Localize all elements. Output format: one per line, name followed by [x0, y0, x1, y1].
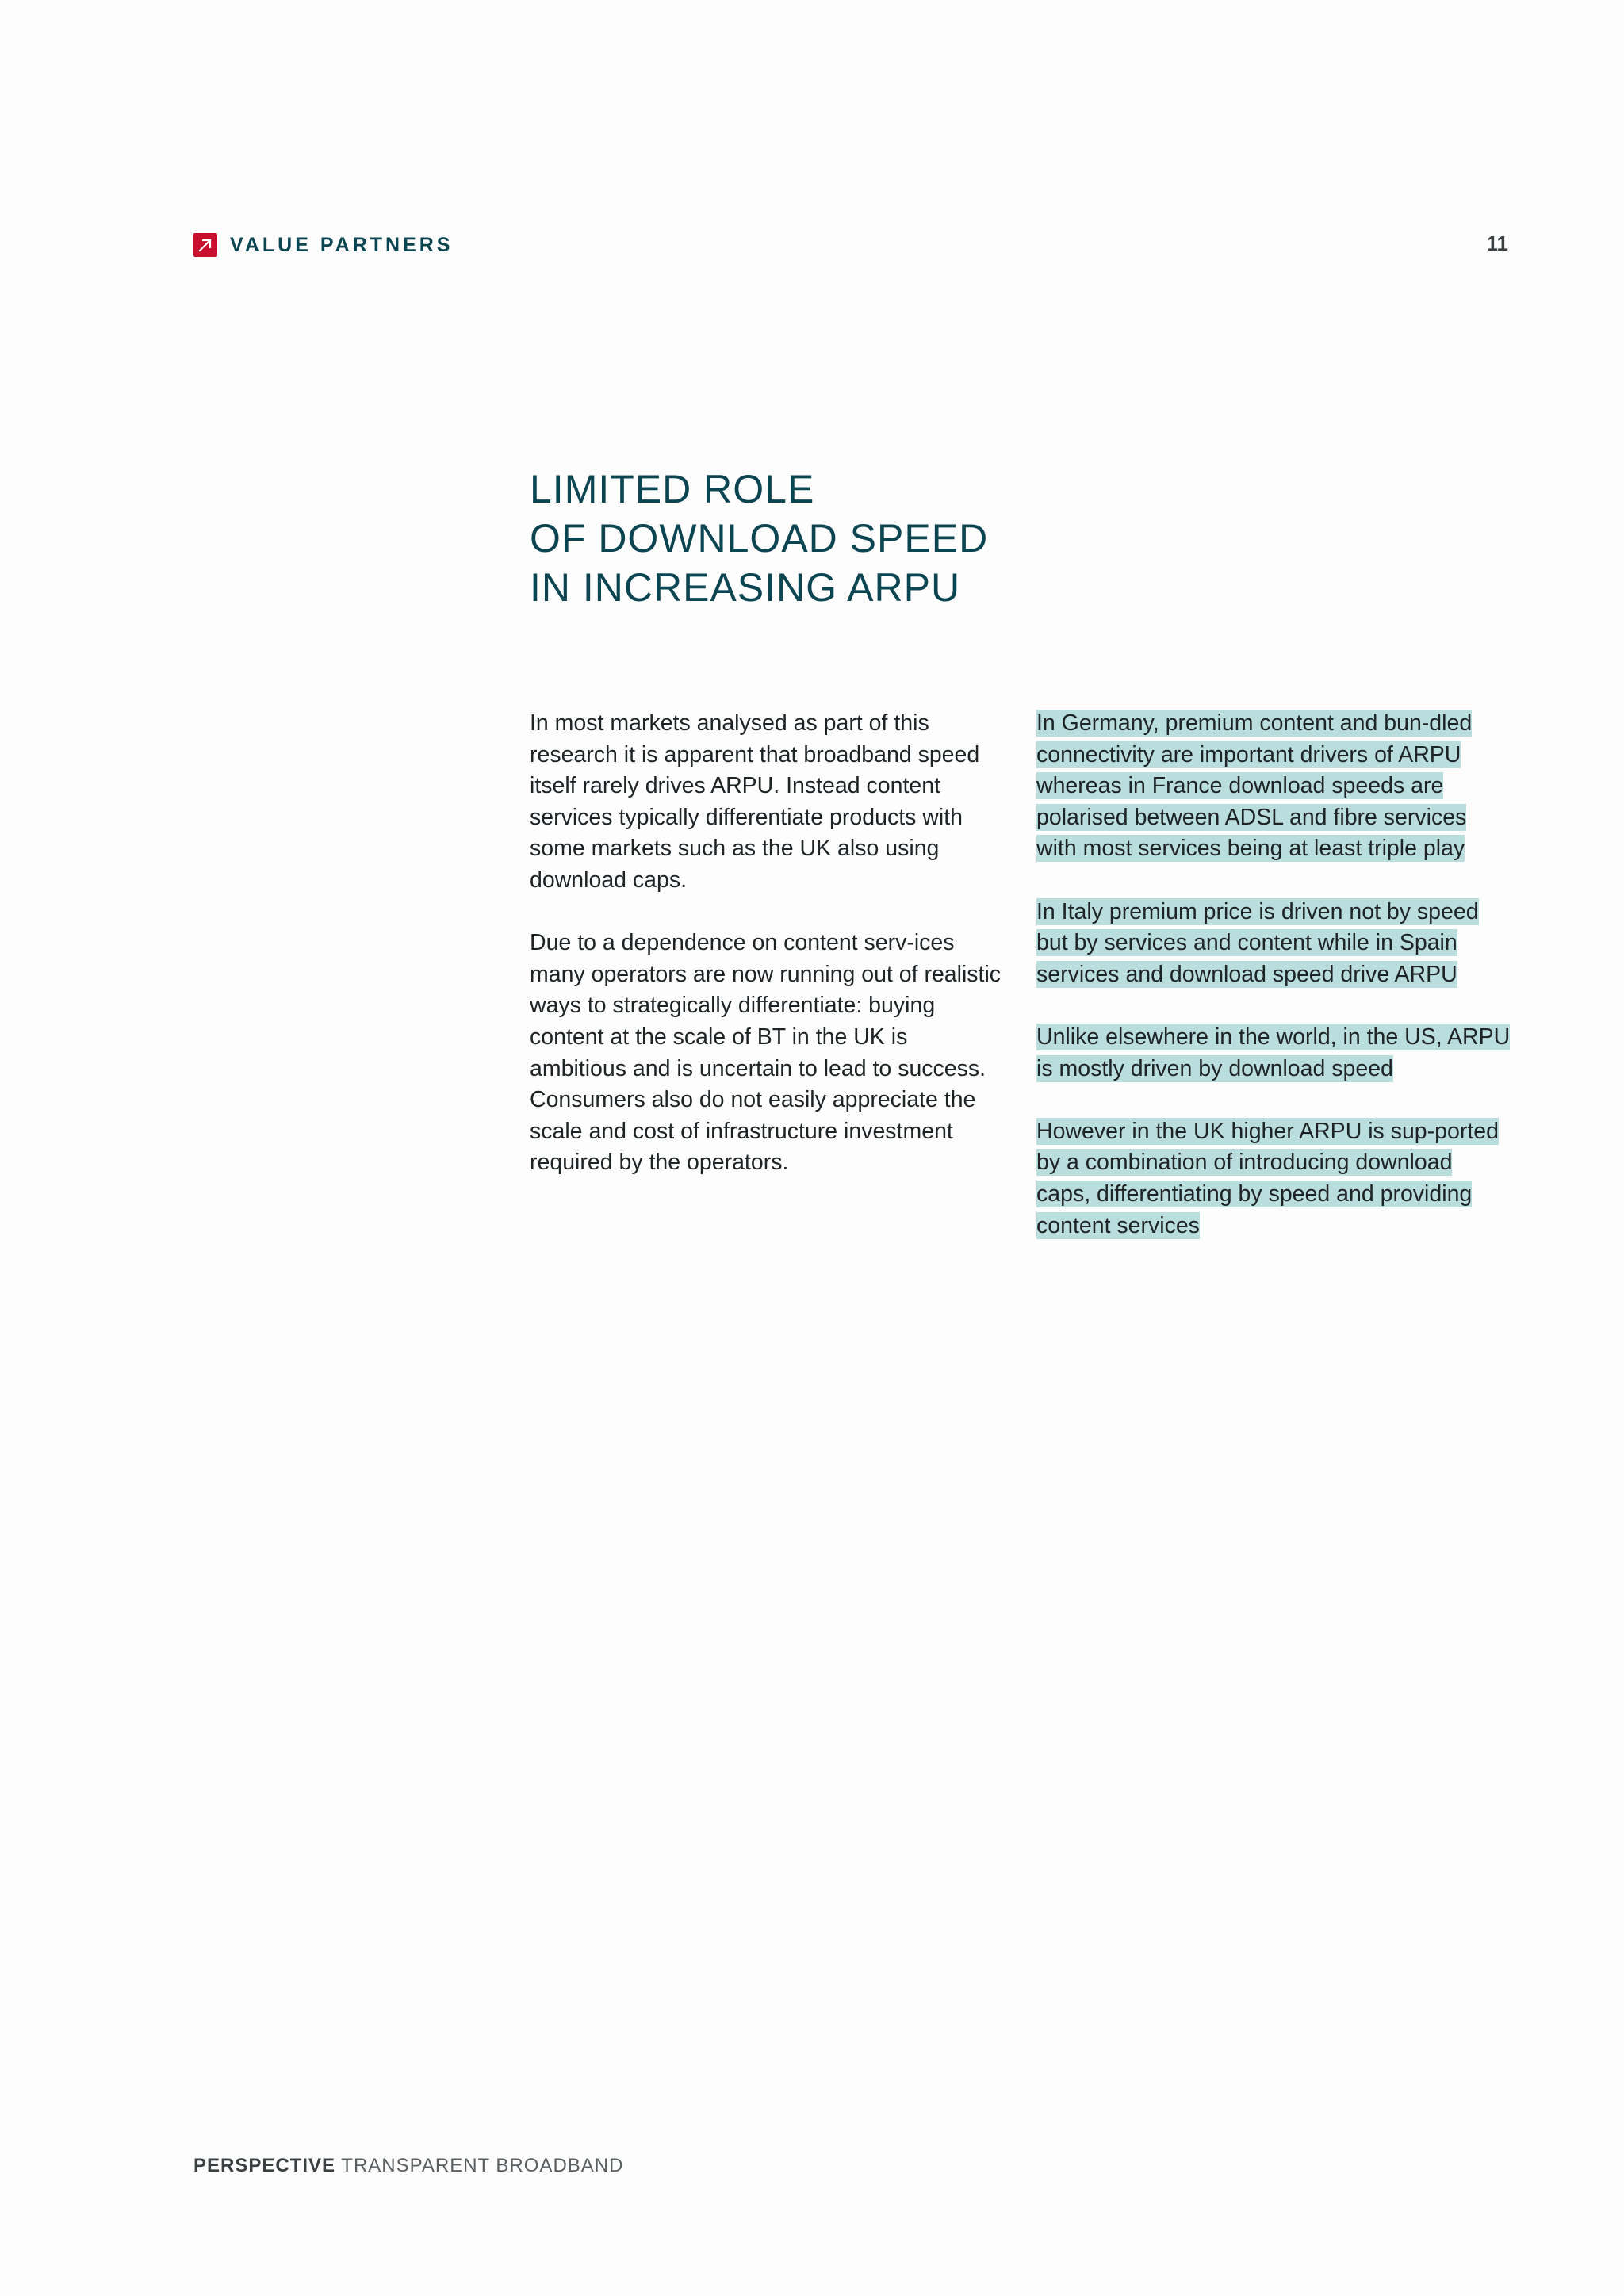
brand-name: VALUE PARTNERS [230, 233, 454, 256]
title-line: IN INCREASING ARPU [530, 565, 961, 610]
highlighted-paragraph [1036, 708, 1512, 865]
highlighted-paragraph [1036, 1022, 1512, 1085]
arrow-up-right-icon [193, 233, 217, 257]
page-title [530, 465, 988, 612]
page-number: 11 [1486, 232, 1508, 255]
body-paragraph: In most markets analysed as part of this research it is apparent that broadband speed itself rarely drives ARPU. Instead content services typically differentiate products with some markets such as the UK also using download caps. [530, 710, 980, 893]
highlighted-text: In Italy premium price is driven not by speed but by services and content while in Spain services and download speed drive ARPU [1036, 898, 1479, 987]
highlighted-text: Unlike elsewhere in the world, in the US, ARPU is mostly driven by download speed [1036, 1024, 1511, 1081]
highlighted-text: However in the UK higher ARPU is sup-ported by a combination of introducing download caps, differentiating by speed and providing content services [1036, 1118, 1499, 1238]
right-column [1036, 708, 1512, 1273]
title-line: LIMITED ROLE [530, 467, 815, 511]
highlighted-text: In Germany, premium content and bun-dled connectivity are important drivers of ARPU whereas in France download speeds are polarised between ADSL and fibre services with most services being at least triple play [1036, 710, 1473, 862]
footer-title: TRANSPARENT BROADBAND [341, 2155, 624, 2176]
body-paragraph: Due to a dependence on content serv-ices many operators are now running out of realistic ways to strategically differentiate: buying content at the scale of BT in the UK is ambitious and is uncertain to lead to success. Consumers also do not easily appreciate the scale and cost of infrastructure investment required by the operators. [530, 930, 1002, 1176]
highlighted-paragraph [1036, 897, 1512, 991]
left-column [530, 708, 1005, 1211]
title-line: OF DOWNLOAD SPEED [530, 516, 989, 561]
footer-section: PERSPECTIVE [193, 2155, 336, 2176]
footer [193, 2155, 623, 2177]
highlighted-paragraph [1036, 1116, 1512, 1242]
brand-logo [193, 233, 453, 257]
